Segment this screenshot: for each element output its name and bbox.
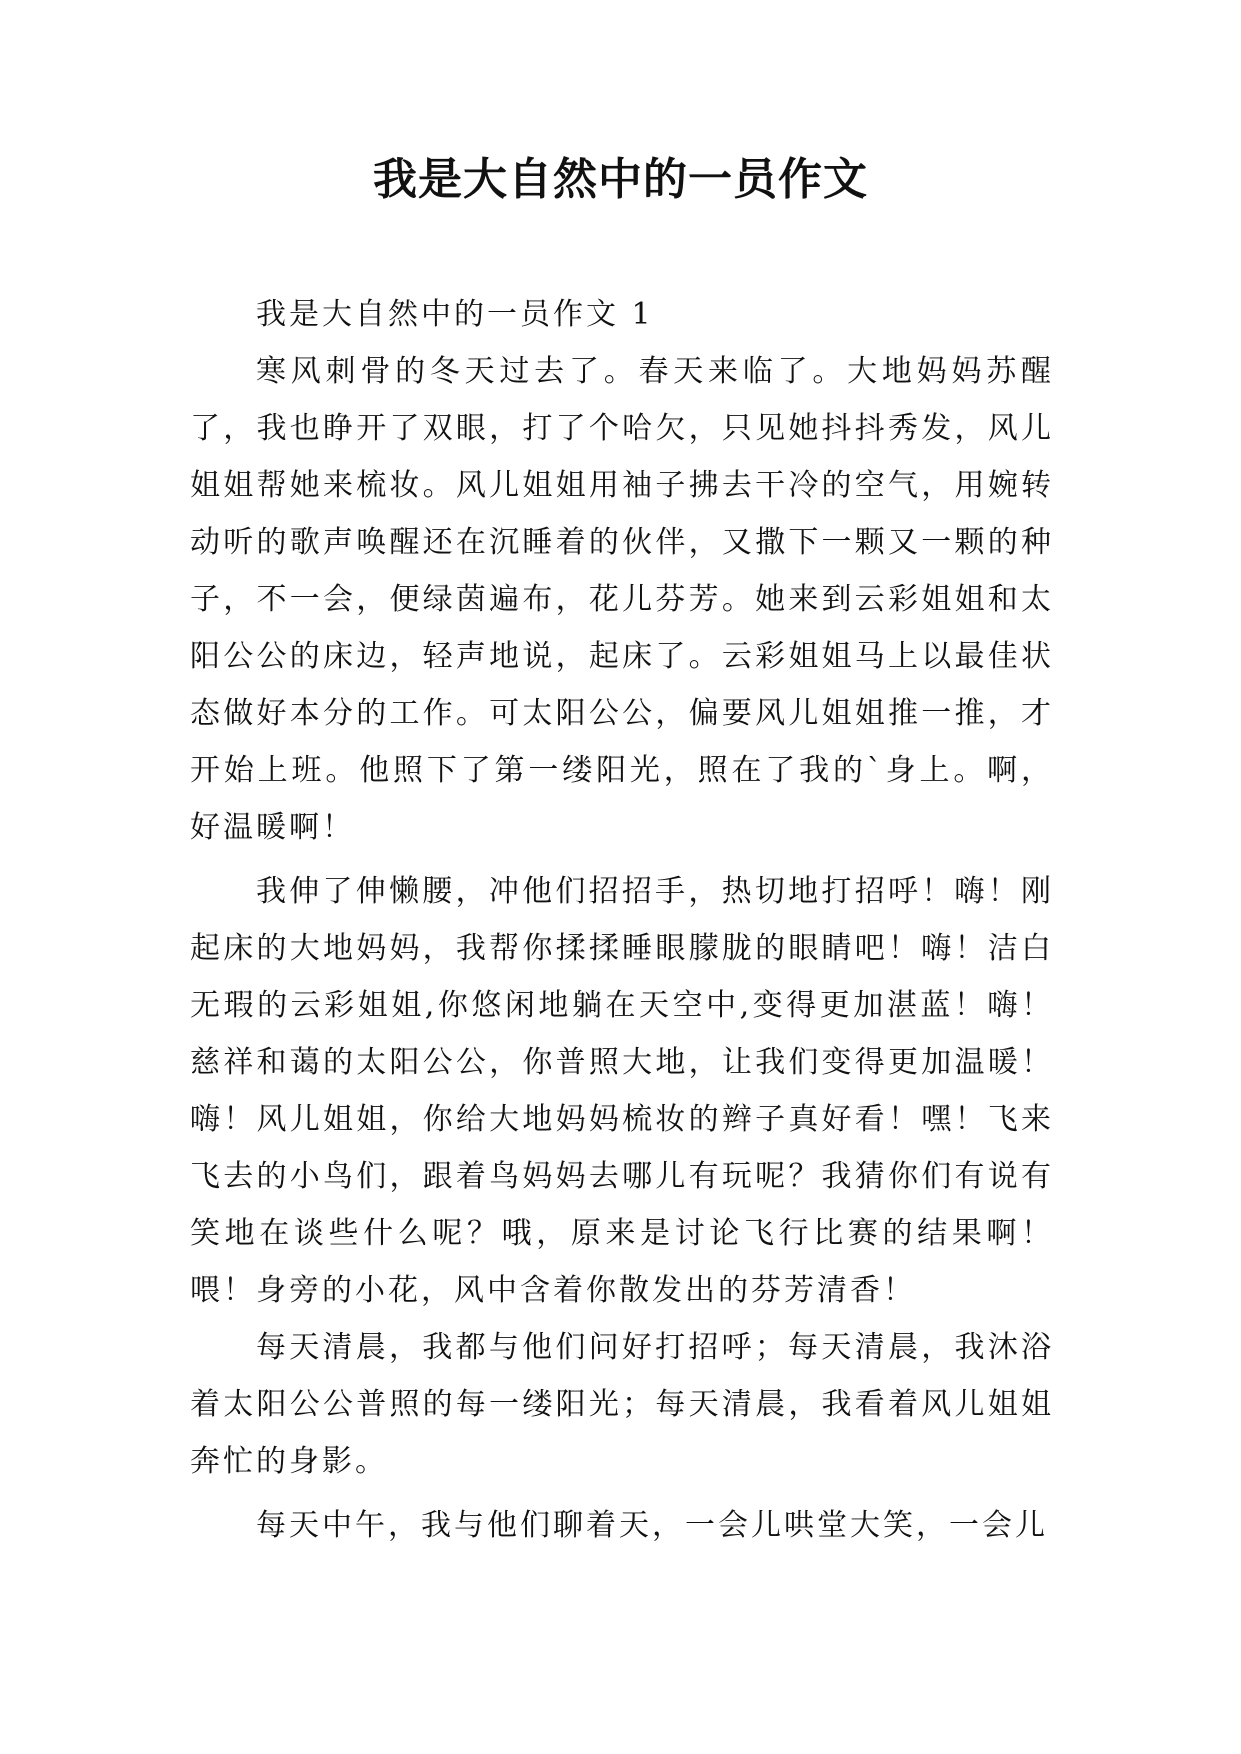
paragraph-1: 寒风刺骨的冬天过去了。春天来临了。大地妈妈苏醒了，我也睁开了双眼，打了个哈欠，只见她抖抖秀发，风儿姐姐帮她来梳妆。风儿姐姐用袖子拂去干冷的空气，用婉转动听的歌声唤醒还在沉睡着的伙伴，又撒下一颗又一颗的种子，不一会，便绿茵遍布，花儿芬芳。她来到云彩姐姐和太阳公公的床边，轻声地说，起床了。云彩姐姐马上以最佳状态做好本分的工作。可太阳公公，偏要风儿姐姐推一推，才开始上班。他照下了第一缕阳光，照在了我的`身上。啊，好温暖啊！ — [190, 354, 1054, 845]
paragraph-3: 每天清晨，我都与他们问好打招呼；每天清晨，我沐浴着太阳公公普照的每一缕阳光；每天清晨，我看着风儿姐姐奔忙的身影。 — [190, 1330, 1054, 1479]
document-title: 我是大自然中的一员作文 — [373, 154, 868, 205]
paragraph-4: 每天中午，我与他们聊着天，一会儿哄堂大笑，一会儿 — [256, 1508, 1048, 1543]
paragraph-2: 我伸了伸懒腰，冲他们招招手，热切地打招呼！嗨！刚起床的大地妈妈，我帮你揉揉睡眼朦胧的眼睛吧！嗨！洁白无瑕的云彩姐姐,你悠闲地躺在天空中,变得更加湛蓝！嗨！慈祥和蔼的太阳公公，你普照大地，让我们变得更加温暖！嗨！风儿姐姐，你给大地妈妈梳妆的辫子真好看！嘿！飞来飞去的小鸟们，跟着鸟妈妈去哪儿有玩呢？我猜你们有说有笑地在谈些什么呢？哦，原来是讨论飞行比赛的结果啊！喂！身旁的小花，风中含着你散发出的芬芳清香！ — [190, 874, 1054, 1308]
document-body — [190, 286, 1054, 1554]
paragraph-subheading: 我是大自然中的一员作文 1 — [256, 297, 654, 332]
